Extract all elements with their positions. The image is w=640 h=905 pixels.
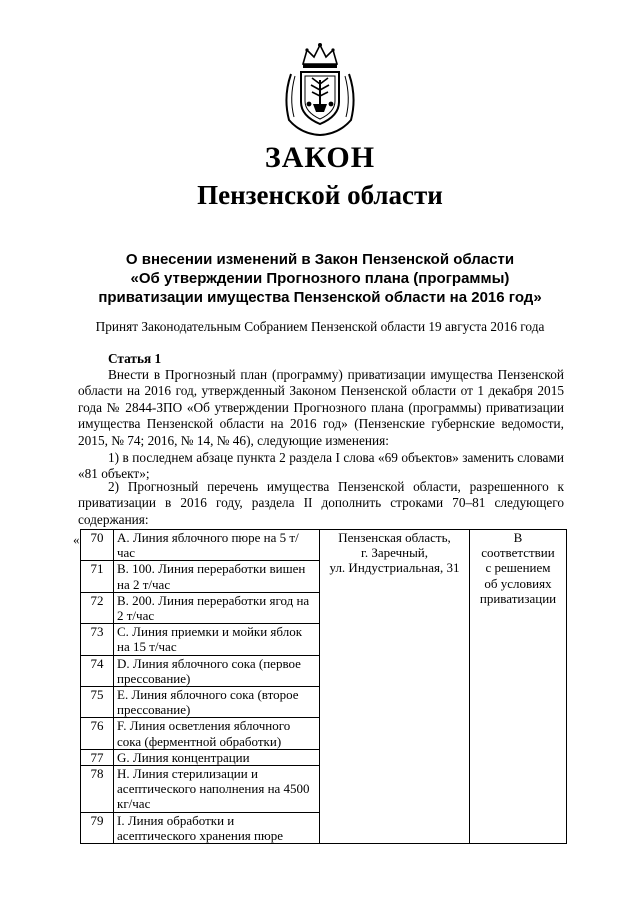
address-line: ул. Индустриальная, 31 xyxy=(329,560,460,576)
row-number: 73 xyxy=(81,624,114,655)
condition-line: приватизации xyxy=(479,590,557,606)
address-line: г. Заречный, xyxy=(360,545,429,561)
row-number: 72 xyxy=(81,592,114,623)
item-name: I. Линия обработки и асептического хранения пюре xyxy=(114,812,320,843)
item-name: E. Линия яблочного сока (второе прессование) xyxy=(114,687,320,718)
condition-line: об условиях xyxy=(484,575,552,591)
row-number: 71 xyxy=(81,561,114,592)
item-name: A. Линия яблочного пюре на 5 т/час xyxy=(114,530,320,561)
privatization-items-table xyxy=(80,529,567,844)
row-number: 77 xyxy=(81,749,114,765)
row-number: 75 xyxy=(81,687,114,718)
item-name: D. Линия яблочного сока (первое прессование) xyxy=(114,655,320,686)
table-row xyxy=(81,530,567,561)
law-subject-line-2: «Об утверждении Прогнозного плана (программы) xyxy=(130,270,510,287)
article-heading: Статья 1 xyxy=(108,351,162,366)
law-subject xyxy=(60,250,580,307)
law-subject-line-3: приватизации имущества Пензенской области на 2016 год» xyxy=(98,289,542,306)
row-number: 70 xyxy=(81,530,114,561)
item-name: C. Линия приемки и мойки яблок на 15 т/час xyxy=(114,624,320,655)
law-subject-line-1: О внесении изменений в Закон Пензенской области xyxy=(125,251,515,268)
condition-line: соответствии xyxy=(481,545,555,561)
page-title: ЗАКОН xyxy=(264,141,376,174)
row-number: 74 xyxy=(81,655,114,686)
article-item-1: 1) в последнем абзаце пункта 2 раздела I слова «69 объектов» заменить словами «81 объект»; xyxy=(78,450,564,482)
page-subtitle-region: Пензенской области xyxy=(197,180,443,210)
condition-line: В xyxy=(513,530,523,545)
item-name: G. Линия концентрации xyxy=(114,749,320,765)
item-name: B. 200. Линия переработки ягод на 2 т/час xyxy=(114,592,320,623)
row-number: 78 xyxy=(81,766,114,813)
adoption-note: Принят Законодательным Собранием Пензенской области 19 августа 2016 года xyxy=(95,319,545,334)
coat-of-arms-icon xyxy=(281,42,359,136)
condition-line: с решением xyxy=(485,560,551,576)
row-number: 79 xyxy=(81,812,114,843)
opening-quote-mark: « xyxy=(73,532,80,547)
article-intro-paragraph: Внести в Прогнозный план (программу) приватизации имущества Пензенской области на 2016 год, утвержденный Законом Пензенской области от 1 декабря 2015 года № 2844-ЗПО «Об утверждении Прогнозного плана (программы) приватизации имущества Пензенской области на 2016 год» (Пензенские губернские ведомости, 2015, № 74; 2016, № 14, № 46), следующие изменения: xyxy=(78,367,564,448)
item-name: F. Линия осветления яблочного сока (ферментной обработки) xyxy=(114,718,320,749)
article-item-2: 2) Прогнозный перечень имущества Пензенской области, разрешенного к приватизации в 2016 году, раздела II дополнить строками 70–81 следующего содержания: xyxy=(78,479,564,527)
item-name: B. 100. Линия переработки вишен на 2 т/час xyxy=(114,561,320,592)
item-address xyxy=(320,530,470,844)
privatization-condition xyxy=(470,530,567,844)
item-name: H. Линия стерилизации и асептического наполнения на 4500 кг/час xyxy=(114,766,320,813)
row-number: 76 xyxy=(81,718,114,749)
address-line: Пензенская область, xyxy=(338,530,451,545)
